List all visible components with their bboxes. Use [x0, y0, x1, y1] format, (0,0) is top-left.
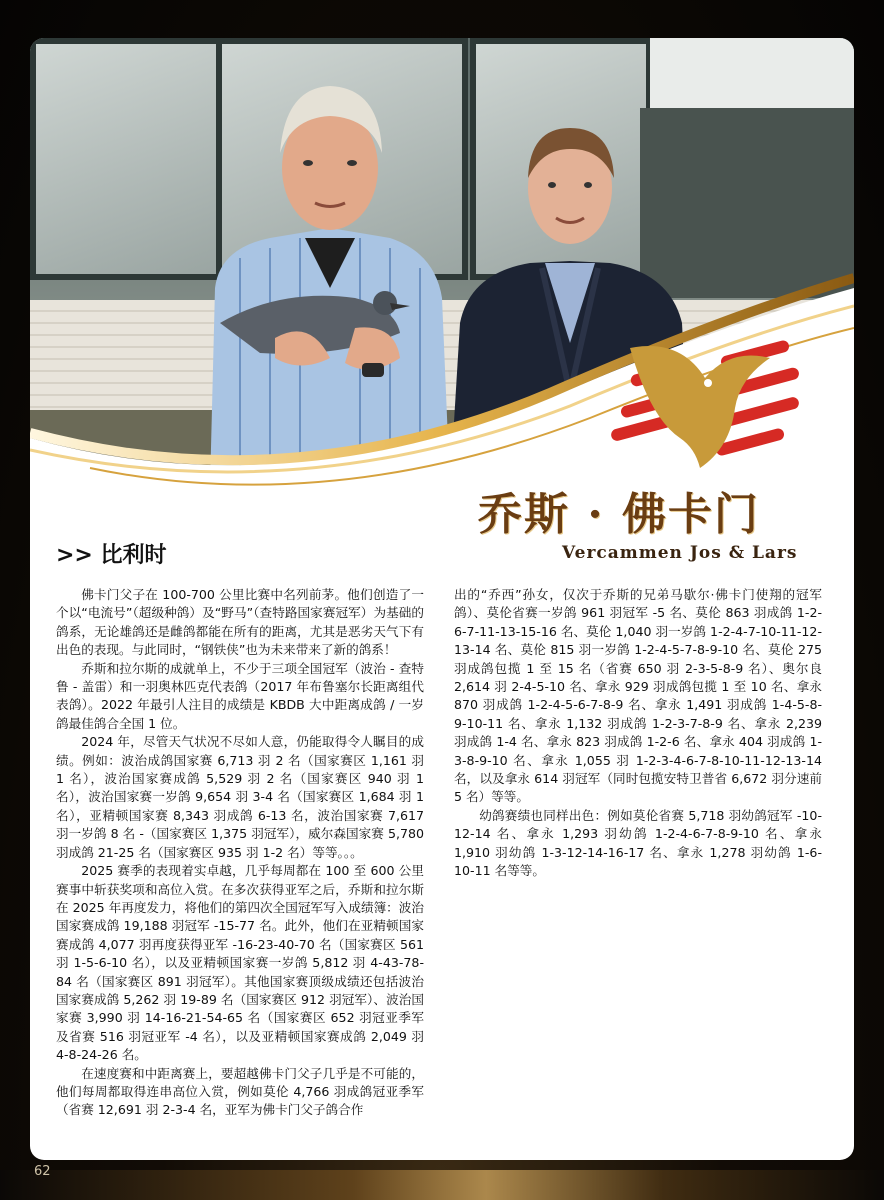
paragraph: 乔斯和拉尔斯的成就单上，不少于三项全国冠军（波治 - 查特鲁 - 盖雷）和一羽奥林匹克代表鸽（2017 年布鲁塞尔长距离组代表鸽）。2022 年最引人注目的成绩是 KBDB 大中距离成鸽 / 一岁鸽最佳鸽合全国 1 位。 [56, 660, 424, 731]
dove-logo [610, 328, 810, 488]
magazine-page [30, 38, 854, 1160]
page-number: 62 [34, 1164, 51, 1179]
paragraph: 2024 年，尽管天气状况不尽如人意，仍能取得令人瞩目的成绩。例如：波治成鸽国家赛 6,713 羽 2 名（国家赛区 1,161 羽 1 名），波治国家赛成鸽 5,529 羽 2 名（国家赛区 940 羽 1 名），波治国家赛一岁鸽 9,654 羽 3-4 名（国家赛区 1,684 羽 1 名），亚精顿国家赛 8,343 羽成鸽 6-13 名，波治国家赛 7,617 羽一岁鸽 8 名 -（国家赛区 1,375 羽冠军），威尔森国家赛 5,780 羽成鸽 21-25 名（国家赛区 935 羽 1-2 名）等等。。。 [56, 734, 424, 860]
decorative-floor-glow [0, 1170, 884, 1200]
paragraph: 幼鸽赛绩也同样出色：例如莫伦省赛 5,718 羽幼鸽冠军 -10-12-14 名、拿永 1,293 羽幼鸽 1-2-4-6-7-8-9-10 名、拿永 1,910 羽幼鸽 1-3-12-14-16-17 名、拿永 1,278 羽幼鸽 1-6-10-11 名等等。 [454, 807, 822, 879]
article-title-english: Vercammen Jos & Lars [562, 543, 798, 563]
article-column-left [56, 586, 424, 1120]
paragraph: 2025 赛季的表现着实卓越，几乎每周都在 100 至 600 公里赛事中斩获奖项和高位入赏。在多次获得亚军之后，乔斯和拉尔斯在 2025 年再度发力，将他们的第四次全国冠军写入成绩簿：波治国家赛成鸽 19,188 羽冠军 -15-77 名。此外，他们在亚精顿国家赛成鸽 4,077 羽再度获得亚军 -16-23-40-70 名（国家赛区 561 羽 1-5-6-10 名），以及亚精顿国家赛一岁鸽 5,812 羽 4-43-78-84 名（国家赛区 891 羽冠军）。其他国家赛顶级成绩还包括波治国家赛成鸽 5,262 羽 19-89 名（国家赛区 912 羽冠军）、波治国家赛 3,990 羽 14-16-21-54-65 名（国家赛区 652 羽冠亚季军及省赛 516 羽冠亚军 -4 名），以及亚精顿国家赛成鸽 2,049 羽 4-8-24-26 名。 [56, 863, 424, 1063]
section-label-country: >> 比利时 [56, 543, 167, 568]
article-title-chinese: 乔斯 · 佛卡门 [478, 489, 760, 540]
paragraph-continued: 出的“乔西”孙女，仅次于乔斯的兄弟马歇尔·佛卡门使翔的冠军鸽）、莫伦省赛一岁鸽 961 羽冠军 -5 名、莫伦 863 羽成鸽 1-2-6-7-11-13-15-16 名、莫伦 1,040 羽一岁鸽 1-2-4-7-10-11-12-13-14 名、莫伦 815 羽一岁鸽 1-2-4-5-7-8-9-10 名、莫伦 275 羽成鸽包揽 1 至 15 名（省赛 650 羽 2-3-5-8-9 名）、奥尔良 2,614 羽 2-4-5-10 名、拿永 929 羽成鸽包揽 1 至 10 名、拿永 870 羽成鸽 1-2-4-5-6-7-8-9 名、拿永 1,491 羽成鸽 1-4-5-8-9-10-11 名、拿永 1,132 羽成鸽 1-2-3-7-8-9 名、拿永 2,239 羽成鸽 1-4 名、拿永 823 羽成鸽 1-2-6 名、拿永 404 羽成鸽 1-3-8-9-10 名、拿永 1,055 羽 1-2-3-4-6-7-8-10-11-12-13-14 名，以及拿永 614 羽冠军（同时包揽安特卫普省 6,672 羽分速前 5 名）等等。 [454, 587, 822, 805]
paragraph: 在速度赛和中距离赛上，要超越佛卡门父子几乎是不可能的，他们每周都取得连串高位入赏，例如莫伦 4,766 羽成鸽冠亚季军（省赛 12,691 羽 2-3-4 名，亚军为佛卡门父子鸽合作 [56, 1065, 424, 1118]
paragraph: 佛卡门父子在 100-700 公里比赛中名列前茅。他们创造了一个以“电流号”（超级种鸽）及“野马”（查特路国家赛冠军）为基础的鸽系，无论雄鸽还是雌鸽都能在所有的距离，尤其是恶劣天气下有出色的表现。与此同时，“钢铁侠”也为未来带来了新的鸽系！ [56, 587, 424, 658]
article-column-right [454, 586, 822, 881]
